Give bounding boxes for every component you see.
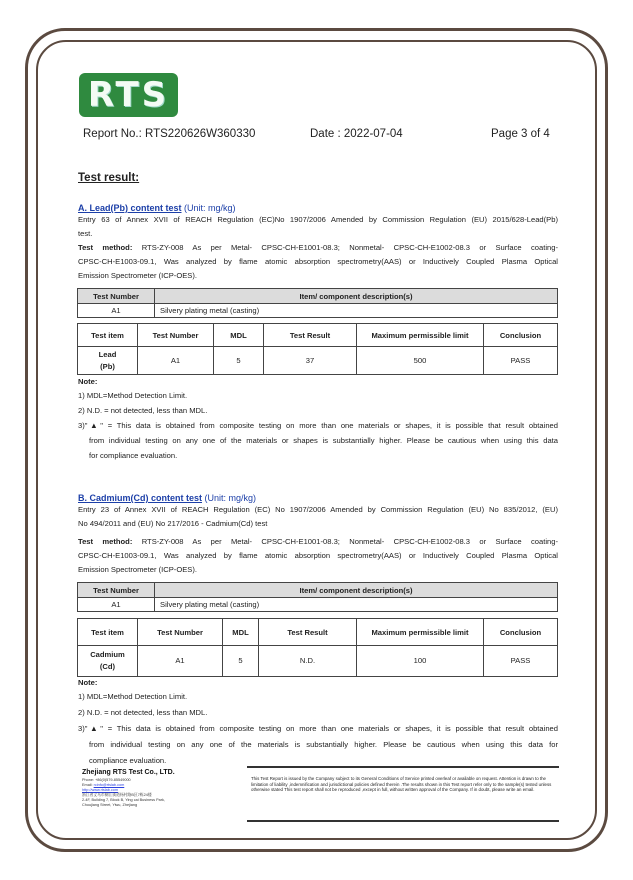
company-name: Zhejiang RTS Test Co., LTD. — [82, 769, 175, 776]
page-number: Page 3 of 4 — [491, 128, 550, 140]
section-a-unit: (Unit: mg/kg) — [181, 203, 236, 213]
test-item-cell — [78, 646, 138, 677]
regulation-line: Entry 23 of Annex XVII of REACH Regulation (EC) No 1907/2006 Amended by Commission Regulation (EU) No 835/2012, (EU) — [78, 505, 558, 514]
table-header-cell: Conclusion — [484, 324, 558, 347]
table-header-cell: Test Result — [264, 324, 357, 347]
test-number-cell: A1 — [138, 646, 223, 677]
note-item: from individual testing on any one of the materials is substantially higher. Please be cautious when using this data for — [89, 740, 558, 749]
note-item: 2) N.D. = not detected, less than MDL. — [78, 406, 208, 415]
section-a-link[interactable]: A. Lead(Pb) content test — [78, 203, 182, 213]
rts-logo — [79, 73, 178, 117]
mdl-cell: 5 — [223, 646, 259, 677]
note-label: Note: — [78, 678, 98, 687]
test-item-symbol: (Cd) — [99, 662, 116, 671]
method-label: Test method: — [78, 243, 133, 252]
table-row — [78, 598, 558, 612]
table-header-cell: Item/ component description(s) — [155, 289, 558, 304]
test-item-symbol: (Pb) — [100, 361, 115, 371]
company-website-link[interactable]: http://www.rtslab.com — [82, 788, 119, 792]
note-label: Note: — [78, 377, 98, 386]
company-contact — [82, 778, 172, 808]
section-b-result-table — [77, 618, 558, 677]
table-cell: Silvery plating metal (casting) — [155, 304, 558, 318]
regulation-line: No 494/2011 and (EU) No 217/2016 - Cadmium(Cd) test — [78, 519, 268, 528]
note-item: 1) MDL=Method Detection Limit. — [78, 692, 188, 701]
test-item-cell — [78, 347, 138, 375]
table-header-cell: Test Number — [78, 583, 155, 598]
table-header-cell: Test item — [78, 619, 138, 646]
table-header-cell: Test Number — [138, 619, 223, 646]
report-date: Date : 2022-07-04 — [310, 128, 403, 140]
conclusion-cell: PASS — [484, 347, 558, 375]
section-a-notes — [78, 375, 558, 463]
section-b-title — [78, 493, 256, 503]
note-item: 1) MDL=Method Detection Limit. — [78, 391, 188, 400]
test-item-name: Lead — [98, 349, 117, 359]
test-number-cell: A1 — [138, 347, 214, 375]
table-row — [78, 304, 558, 318]
table-header-row — [78, 619, 558, 646]
method-line: RTS-ZY-008 As per Metal- CPSC-CH-E1001-08.3; Nonmetal- CPSC-CH-E1002-08.3 or Surface coating- — [132, 537, 558, 546]
conclusion-cell: PASS — [484, 646, 558, 677]
test-result-heading: Test result: — [78, 172, 140, 184]
note-item: from individual testing on any one of the materials or shapes is substantially higher. Please be cautious when using this data — [89, 436, 558, 445]
table-header-cell: MDL — [223, 619, 259, 646]
table-header-cell: Item/ component description(s) — [155, 583, 558, 598]
company-email-link[interactable]: rcinfo@rtslab.com — [93, 783, 125, 787]
section-a-result-table — [77, 323, 558, 375]
disclaimer-box — [247, 766, 559, 822]
company-phone: Phone: +86(0)579-85549000 — [82, 778, 131, 782]
section-a-method — [78, 241, 558, 283]
section-b-description-table — [77, 582, 558, 612]
section-b-link[interactable]: B. Cadmium(Cd) content test — [78, 493, 203, 503]
company-address-cn: 浙江省义乌市稠江街道杨村路B区7栋24楼 — [82, 793, 152, 797]
report-number: Report No.: RTS220626W360330 — [83, 128, 256, 140]
table-cell: A1 — [78, 598, 155, 612]
method-label: Test method: — [78, 537, 133, 546]
limit-cell: 500 — [357, 347, 484, 375]
result-cell: 37 — [264, 347, 357, 375]
section-b-regulation — [78, 503, 558, 531]
method-line: CPSC-CH-E1003-09.1, Was analyzed by flame atomic absorption spectrometry(AAS) or Inductively Coupled Plasma Optical — [78, 257, 558, 266]
regulation-line: Entry 63 of Annex XVII of REACH Regulation (EC)No 1907/2006 Amended by Commission Regulation (EU) 2015/628-Lead(Pb) — [78, 215, 558, 224]
limit-cell: 100 — [357, 646, 484, 677]
method-line: Emission Spectrometer (ICP-OES). — [78, 271, 197, 280]
table-header-cell: Test Number — [138, 324, 214, 347]
method-line: Emission Spectrometer (ICP-OES). — [78, 565, 197, 574]
mdl-cell: 5 — [214, 347, 264, 375]
table-cell: A1 — [78, 304, 155, 318]
table-header-cell: Maximum permissible limit — [357, 324, 484, 347]
table-header-cell: Test Result — [259, 619, 357, 646]
table-header-cell: Conclusion — [484, 619, 558, 646]
table-header-row — [78, 289, 558, 304]
table-header-cell: Test Number — [78, 289, 155, 304]
table-header-cell: Maximum permissible limit — [357, 619, 484, 646]
section-b-notes — [78, 676, 558, 769]
table-header-row — [78, 324, 558, 347]
note-item: 3)"▲" = This data is obtained from composite testing on more than one materials or shapes, it is possible that result obtained — [78, 724, 558, 733]
note-item: 3)"▲" = This data is obtained from composite testing on more than one materials or shapes, it is possible that result obtained — [78, 421, 558, 430]
company-address-en: 2-4F, Building 7, Block B, Ying cai Business Park, — [82, 798, 165, 802]
section-a-title — [78, 203, 236, 213]
method-line: RTS-ZY-008 As per Metal- CPSC-CH-E1001-08.3; Nonmetal- CPSC-CH-E1002-08.3 or Surface coating- — [132, 243, 558, 252]
section-a-description-table — [77, 288, 558, 318]
section-a-regulation — [78, 213, 558, 241]
test-item-name: Cadmium — [90, 650, 125, 659]
company-address-en: Choujiang Street, Yiwu, Zhejiang — [82, 803, 138, 807]
section-b-method — [78, 535, 558, 577]
note-item: for compliance evaluation. — [89, 451, 178, 460]
regulation-line: test. — [78, 229, 93, 238]
table-row — [78, 347, 558, 375]
method-line: CPSC-CH-E1003-09.1, Was analyzed by flame atomic absorption spectrometry(AAS) or Inductively Coupled Plasma Optical — [78, 551, 558, 560]
result-cell: N.D. — [259, 646, 357, 677]
disclaimer-text: This Test Report is issued by the Company subject to its General Conditions of Service printed overleaf or available on request. Attention is drawn to the limitation of liability ,indemnification and jurisdictional policies defined therein .The results shown in this Test report refer only to the sample(s) tested unless otherwise stated This test report shall not be reproduced ,except in full, without written approval of the Company. If in doubt, please write an email. — [251, 776, 552, 793]
logo-text: RTS — [87, 75, 170, 115]
note-item: 2) N.D. = not detected, less than MDL. — [78, 708, 208, 717]
note-item: compliance evaluation. — [89, 756, 167, 765]
table-header-cell: MDL — [214, 324, 264, 347]
table-cell: Silvery plating metal (casting) — [155, 598, 558, 612]
email-label: Email: — [82, 783, 94, 787]
table-header-cell: Test item — [78, 324, 138, 347]
table-row — [78, 646, 558, 677]
table-header-row — [78, 583, 558, 598]
section-b-unit: (Unit: mg/kg) — [202, 493, 257, 503]
